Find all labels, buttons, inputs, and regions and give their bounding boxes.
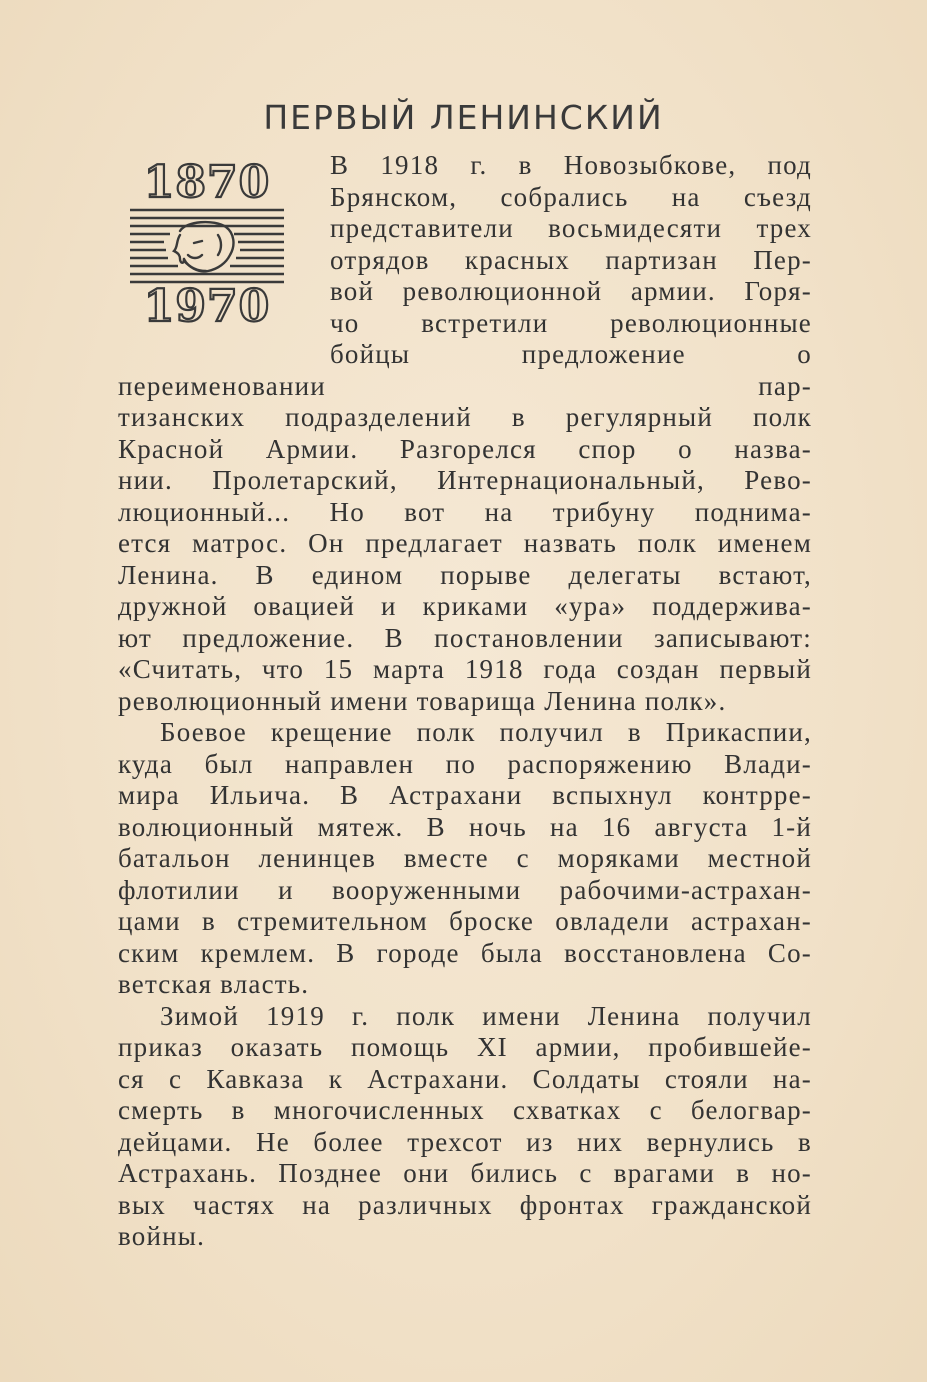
text-line: бойцы предложение о переименовании пар- bbox=[118, 339, 812, 401]
text-line: ветская власть. bbox=[118, 969, 310, 999]
text-line: чо встретили революционные bbox=[330, 307, 812, 338]
text-line: куда был направлен по распоряжению Влади- bbox=[118, 748, 812, 779]
text-line: флотилии и вооруженными рабочими-астрахан- bbox=[118, 874, 812, 905]
article-body bbox=[118, 150, 812, 1253]
text-line: В 1918 г. в Новозыбкове, под bbox=[330, 150, 812, 180]
text-line: отрядов красных партизан Пер- bbox=[330, 244, 812, 275]
text-line: ется матрос. Он предлагает назвать полк именем bbox=[118, 528, 812, 558]
text-line: Брянском, собрались на съезд bbox=[330, 181, 812, 212]
text-line: цами в стремительном броске овладели астрахан- bbox=[118, 906, 812, 936]
text-line: волюционный мятеж. В ночь на 16 августа 1-й bbox=[118, 811, 812, 842]
year-top-text: 1870 bbox=[143, 157, 271, 208]
text-line: нии. Пролетарский, Интернациональный, Рево- bbox=[118, 465, 812, 495]
text-line: Астрахань. Позднее они бились с врагами в но- bbox=[118, 1158, 812, 1188]
text-line: смерть в многочисленных схватках с белогвар- bbox=[118, 1095, 812, 1125]
emblem-spacer bbox=[118, 150, 330, 346]
page-title: ПЕРВЫЙ ЛЕНИНСКИЙ bbox=[263, 98, 664, 137]
text-line: батальон ленинцев вместе с моряками местной bbox=[118, 843, 812, 873]
text-line: ют предложение. В постановлении записывают: bbox=[118, 622, 812, 653]
text-line: дружной овацией и криками «ура» поддержива- bbox=[118, 591, 812, 621]
text-line: революционный имени товарища Ленина полк». bbox=[118, 685, 727, 716]
text-line: дейцами. Не более трехсот из них вернулись в bbox=[118, 1126, 812, 1157]
text-line: приказ оказать помощь XI армии, пробившейе- bbox=[118, 1032, 812, 1062]
text-line: Зимой 1919 г. полк имени Ленина получил bbox=[160, 1000, 812, 1031]
text-line: мира Ильича. В Астрахани вспыхнул контрре- bbox=[118, 780, 812, 810]
text-line: войны. bbox=[118, 1221, 206, 1251]
text-line: вых частях на различных фронтах гражданской bbox=[118, 1189, 812, 1220]
text-line: вой революционной армии. Горя- bbox=[330, 276, 812, 306]
text-line: Красной Армии. Разгорелся спор о назва- bbox=[118, 433, 812, 464]
text-line: ским кремлем. В городе была восстановлена Со- bbox=[118, 937, 812, 968]
text-line: ся с Кавказа к Астрахани. Солдаты стояли на- bbox=[118, 1063, 812, 1094]
year-bottom-text: 1970 bbox=[143, 281, 271, 327]
text-line: люционный... Но вот на трибуну поднима- bbox=[118, 496, 812, 527]
text-line: Боевое крещение полк получил в Прикаспии, bbox=[160, 717, 812, 747]
text-line: представители восьмидесяти трех bbox=[330, 213, 812, 243]
text-line: «Считать, что 15 марта 1918 года создан первый bbox=[118, 654, 812, 684]
text-line: Ленина. В едином порыве делегаты встают, bbox=[118, 559, 812, 590]
text-line: тизанских подразделений в регулярный полк bbox=[118, 402, 812, 432]
